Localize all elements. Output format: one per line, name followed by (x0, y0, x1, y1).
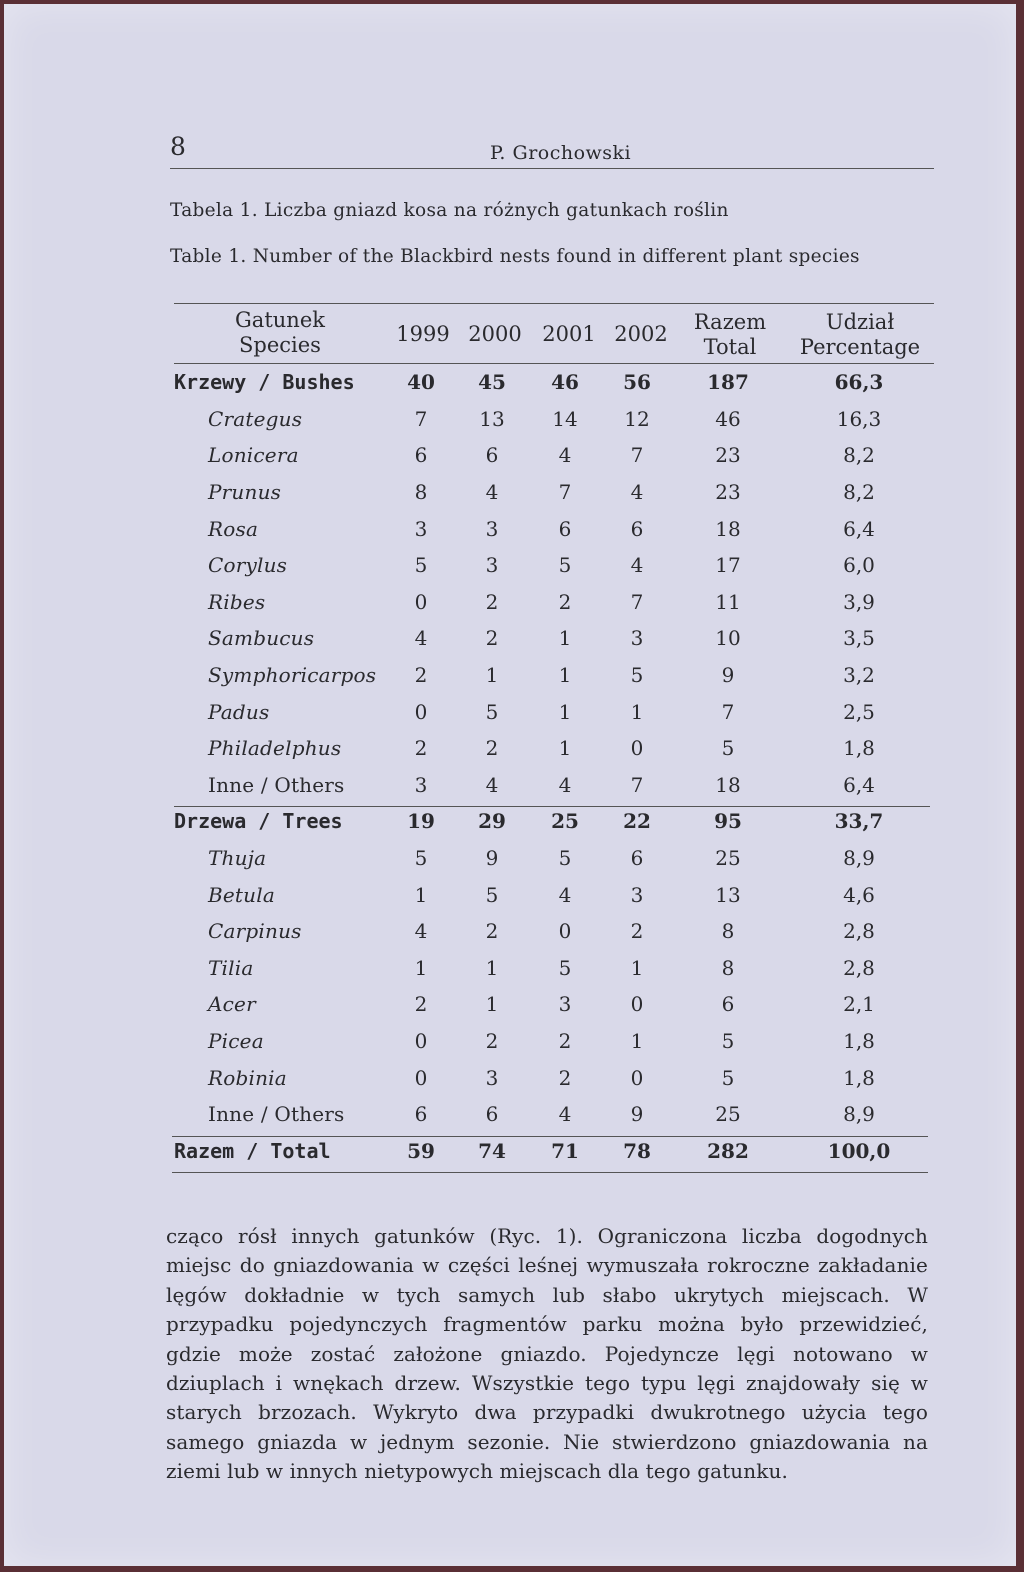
value-2000-cell: 3 (485, 516, 499, 541)
total-cell: 5 (721, 736, 735, 761)
species-name-cell: Tilia (208, 955, 254, 980)
value-2002-cell: 4 (630, 480, 644, 505)
percentage-cell: 8,2 (843, 443, 875, 468)
value-2000-cell: 45 (478, 370, 506, 395)
total-cell: 17 (715, 553, 741, 578)
value-1999-cell: 5 (414, 553, 428, 578)
table-row (174, 474, 934, 511)
species-name-cell: Corylus (208, 553, 288, 578)
column-header-1999: 1999 (396, 322, 450, 346)
percentage-cell: 1,8 (843, 736, 875, 761)
total-cell: 7 (721, 699, 735, 724)
column-header-species-en: Species (239, 333, 321, 357)
species-name-cell: Inne / Others (208, 1102, 345, 1127)
trees-section-rule (174, 806, 930, 807)
value-2001-cell: 71 (551, 1138, 579, 1163)
column-header-2000: 2000 (468, 322, 522, 346)
value-2001-cell: 2 (558, 1065, 572, 1090)
value-2000-cell: 3 (485, 553, 499, 578)
value-1999-cell: 0 (414, 1065, 428, 1090)
value-1999-cell: 19 (407, 809, 435, 834)
table-row (174, 1059, 934, 1096)
percentage-cell: 2,1 (843, 992, 875, 1017)
page-header (170, 132, 934, 169)
column-header-2001: 2001 (542, 322, 596, 346)
table-row (174, 730, 934, 767)
value-2002-cell: 9 (630, 1102, 644, 1127)
value-2000-cell: 2 (485, 919, 499, 944)
column-header-species (200, 308, 360, 358)
total-cell: 25 (715, 1102, 741, 1127)
table-row (174, 950, 934, 987)
value-2002-cell: 7 (630, 589, 644, 614)
table-row (174, 437, 934, 474)
species-name-cell: Philadelphus (208, 736, 342, 761)
table-row (174, 547, 934, 584)
value-2000-cell: 1 (485, 663, 499, 688)
value-2001-cell: 2 (558, 589, 572, 614)
table-caption-polish: Tabela 1. Liczba gniazd kosa na różnych gatunkach roślin (170, 200, 729, 221)
value-2002-cell: 7 (630, 772, 644, 797)
value-2002-cell: 0 (630, 736, 644, 761)
table-caption-english: Table 1. Number of the Blackbird nests found in different plant species (170, 246, 860, 267)
value-2002-cell: 6 (630, 846, 644, 871)
value-2001-cell: 0 (558, 919, 572, 944)
total-cell: 18 (715, 772, 741, 797)
percentage-cell: 2,8 (843, 955, 875, 980)
value-2001-cell: 1 (558, 626, 572, 651)
table-row (174, 876, 934, 913)
percentage-cell: 100,0 (827, 1138, 891, 1163)
value-2002-cell: 78 (623, 1138, 651, 1163)
value-2000-cell: 2 (485, 1028, 499, 1053)
value-2002-cell: 3 (630, 626, 644, 651)
value-2002-cell: 0 (630, 992, 644, 1017)
table-row (174, 657, 934, 694)
total-cell: 6 (721, 992, 735, 1017)
value-1999-cell: 3 (414, 772, 428, 797)
species-name-cell: Thuja (208, 846, 267, 871)
percentage-cell: 6,0 (843, 553, 875, 578)
nests-table-body (174, 364, 934, 1169)
value-1999-cell: 4 (414, 626, 428, 651)
table-top-rule (174, 303, 934, 304)
page (4, 4, 1016, 1566)
table-row (174, 986, 934, 1023)
total-cell: 46 (715, 406, 741, 431)
value-1999-cell: 6 (414, 443, 428, 468)
table-section-row (174, 364, 934, 401)
value-2001-cell: 4 (558, 882, 572, 907)
table-row (174, 1096, 934, 1133)
total-cell: 5 (721, 1065, 735, 1090)
column-header-percentage-pl: Udział (825, 310, 895, 334)
percentage-cell: 6,4 (843, 516, 875, 541)
percentage-cell: 16,3 (836, 406, 882, 431)
species-name-cell: Padus (208, 699, 270, 724)
species-name-cell: Picea (208, 1028, 264, 1053)
value-2000-cell: 3 (485, 1065, 499, 1090)
value-2001-cell: 46 (551, 370, 579, 395)
value-2002-cell: 22 (623, 809, 651, 834)
species-name-cell: Acer (208, 992, 256, 1017)
value-2000-cell: 4 (485, 772, 499, 797)
table-row (174, 840, 934, 877)
value-2001-cell: 1 (558, 663, 572, 688)
species-name-cell: Betula (208, 882, 275, 907)
species-name-cell: Razem / Total (174, 1138, 331, 1163)
value-2001-cell: 5 (558, 553, 572, 578)
value-2002-cell: 56 (623, 370, 651, 395)
table-row (174, 693, 934, 730)
column-header-total-en: Total (703, 335, 757, 359)
nests-table (174, 364, 934, 1169)
total-cell: 187 (707, 370, 749, 395)
percentage-cell: 4,6 (843, 882, 875, 907)
column-header-percentage-en: Percentage (799, 335, 921, 359)
percentage-cell: 8,9 (843, 846, 875, 871)
table-section-row (174, 803, 934, 840)
total-cell: 9 (721, 663, 735, 688)
value-2001-cell: 4 (558, 1102, 572, 1127)
value-2002-cell: 1 (630, 1028, 644, 1053)
value-2001-cell: 5 (558, 955, 572, 980)
species-name-cell: Sambucus (208, 626, 315, 651)
percentage-cell: 8,2 (843, 480, 875, 505)
value-1999-cell: 0 (414, 699, 428, 724)
species-name-cell: Crategus (208, 406, 303, 431)
value-2001-cell: 5 (558, 846, 572, 871)
species-name-cell: Inne / Others (208, 772, 345, 797)
value-2000-cell: 2 (485, 626, 499, 651)
table-bottom-rule (172, 1172, 928, 1173)
table-section-row (174, 1132, 934, 1169)
value-2002-cell: 4 (630, 553, 644, 578)
species-name-cell: Symphoricarpos (208, 663, 377, 688)
percentage-cell: 1,8 (843, 1028, 875, 1053)
column-header-percentage (790, 310, 930, 360)
total-cell: 23 (715, 443, 741, 468)
value-2000-cell: 6 (485, 443, 499, 468)
species-name-cell: Prunus (208, 480, 282, 505)
total-row-rule (172, 1136, 928, 1137)
percentage-cell: 33,7 (834, 809, 884, 834)
value-2001-cell: 7 (558, 480, 572, 505)
value-1999-cell: 8 (414, 480, 428, 505)
value-2002-cell: 3 (630, 882, 644, 907)
value-2001-cell: 1 (558, 699, 572, 724)
percentage-cell: 3,9 (843, 589, 875, 614)
value-2000-cell: 6 (485, 1102, 499, 1127)
species-name-cell: Robinia (208, 1065, 287, 1090)
table-row (174, 510, 934, 547)
percentage-cell: 66,3 (834, 370, 884, 395)
value-1999-cell: 5 (414, 846, 428, 871)
value-1999-cell: 0 (414, 1028, 428, 1053)
value-2000-cell: 74 (478, 1138, 506, 1163)
total-cell: 8 (721, 955, 735, 980)
value-2001-cell: 25 (551, 809, 579, 834)
species-name-cell: Drzewa / Trees (174, 809, 343, 834)
total-cell: 18 (715, 516, 741, 541)
percentage-cell: 3,5 (843, 626, 875, 651)
column-header-species-pl: Gatunek (235, 308, 325, 332)
value-1999-cell: 6 (414, 1102, 428, 1127)
value-2000-cell: 5 (485, 699, 499, 724)
value-2000-cell: 1 (485, 955, 499, 980)
value-1999-cell: 40 (407, 370, 435, 395)
value-2000-cell: 4 (485, 480, 499, 505)
value-2000-cell: 2 (485, 589, 499, 614)
value-2000-cell: 1 (485, 992, 499, 1017)
value-2001-cell: 14 (552, 406, 578, 431)
value-2002-cell: 1 (630, 955, 644, 980)
species-name-cell: Ribes (208, 589, 266, 614)
value-2000-cell: 5 (485, 882, 499, 907)
running-head: P. Grochowski (490, 142, 632, 164)
value-2000-cell: 13 (479, 406, 505, 431)
value-1999-cell: 2 (414, 992, 428, 1017)
percentage-cell: 3,2 (843, 663, 875, 688)
column-header-2002: 2002 (614, 322, 668, 346)
value-2001-cell: 3 (558, 992, 572, 1017)
total-cell: 25 (715, 846, 741, 871)
value-1999-cell: 59 (407, 1138, 435, 1163)
table-row (174, 767, 934, 804)
value-2000-cell: 2 (485, 736, 499, 761)
column-header-total (680, 310, 780, 360)
value-1999-cell: 1 (414, 882, 428, 907)
total-cell: 8 (721, 919, 735, 944)
species-name-cell: Krzewy / Bushes (174, 370, 355, 395)
percentage-cell: 6,4 (843, 772, 875, 797)
species-name-cell: Carpinus (208, 919, 302, 944)
value-1999-cell: 3 (414, 516, 428, 541)
percentage-cell: 2,8 (843, 919, 875, 944)
percentage-cell: 8,9 (843, 1102, 875, 1127)
table-row (174, 620, 934, 657)
value-1999-cell: 2 (414, 736, 428, 761)
total-cell: 23 (715, 480, 741, 505)
total-cell: 10 (715, 626, 741, 651)
table-row (174, 913, 934, 950)
value-2002-cell: 0 (630, 1065, 644, 1090)
total-cell: 11 (715, 589, 741, 614)
percentage-cell: 1,8 (843, 1065, 875, 1090)
value-2001-cell: 2 (558, 1028, 572, 1053)
percentage-cell: 2,5 (843, 699, 875, 724)
value-2002-cell: 7 (630, 443, 644, 468)
body-paragraph (166, 1222, 928, 1487)
total-cell: 95 (714, 809, 742, 834)
total-cell: 282 (707, 1138, 749, 1163)
table-row (174, 401, 934, 438)
species-name-cell: Lonicera (208, 443, 299, 468)
page-number: 8 (170, 132, 186, 161)
value-2000-cell: 9 (485, 846, 499, 871)
table-row (174, 584, 934, 621)
value-1999-cell: 1 (414, 955, 428, 980)
value-2001-cell: 6 (558, 516, 572, 541)
value-1999-cell: 2 (414, 663, 428, 688)
value-1999-cell: 0 (414, 589, 428, 614)
value-1999-cell: 4 (414, 919, 428, 944)
column-header-total-pl: Razem (693, 310, 767, 334)
value-2002-cell: 6 (630, 516, 644, 541)
value-2001-cell: 4 (558, 443, 572, 468)
value-2000-cell: 29 (478, 809, 506, 834)
table-row (174, 1023, 934, 1060)
value-1999-cell: 7 (414, 406, 428, 431)
species-name-cell: Rosa (208, 516, 259, 541)
value-2002-cell: 12 (624, 406, 650, 431)
value-2002-cell: 1 (630, 699, 644, 724)
value-2002-cell: 5 (630, 663, 644, 688)
value-2001-cell: 1 (558, 736, 572, 761)
value-2002-cell: 2 (630, 919, 644, 944)
body-paragraph-text: cząco rósł innych gatunków (Ryc. 1). Ograniczona liczba dogodnych miejsc do gniazdowania w części leśnej wymuszała rokroczne zakładanie lęgów dokładnie w tych samych lub słabo ukrytych miejscach. W przypadku pojedynczych fragmentów parku można było przewidzieć, gdzie może zostać założone gniazdo. Pojedyncze lęgi notowano w dziuplach i wnękach drzew. Wszystkie tego typu lęgi znajdowały się w starych brzozach. Wykryto dwa przypadki dwukrotnego użycia tego samego gniazda w jednym sezonie. Nie stwierdzono gniazdowania na ziemi lub w innych nietypowych miejscach dla tego gatunku. (166, 1224, 928, 1484)
value-2001-cell: 4 (558, 772, 572, 797)
total-cell: 5 (721, 1028, 735, 1053)
total-cell: 13 (715, 882, 741, 907)
